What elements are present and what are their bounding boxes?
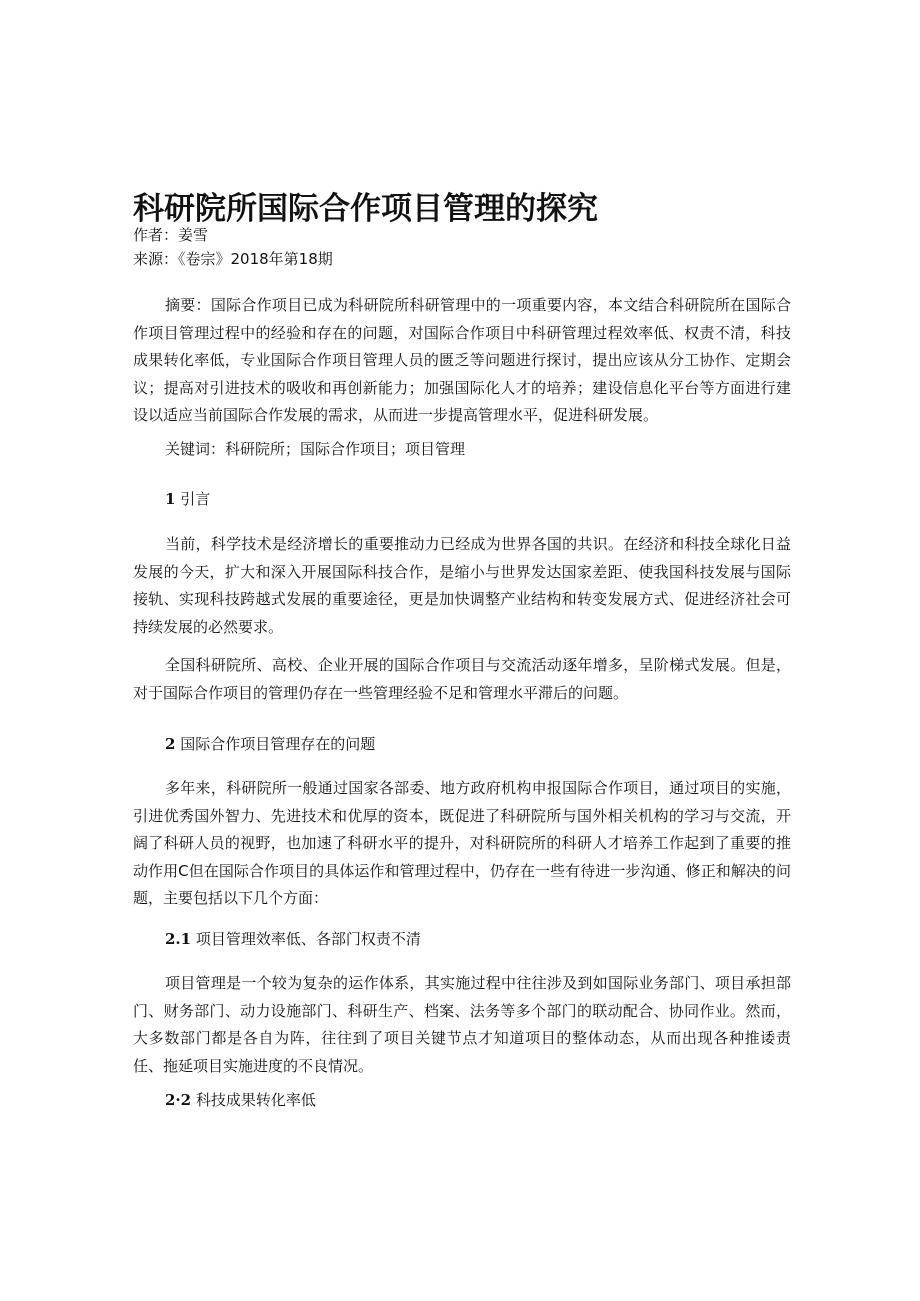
- author-line: 作者：姜雪: [133, 226, 209, 244]
- keywords-line: 关键词：科研院所；国际合作项目；项目管理: [165, 440, 466, 458]
- section-title: 国际合作项目管理存在的问题: [180, 735, 376, 753]
- section-number: 2·2: [165, 1091, 192, 1109]
- section-heading-1: [165, 488, 785, 510]
- section-title: 项目管理效率低、各部门权责不清: [195, 930, 421, 948]
- section-heading-2-2: [165, 1089, 785, 1111]
- article-title: 科研院所国际合作项目管理的探究: [133, 190, 598, 227]
- abstract-paragraph: 摘要：国际合作项目已成为科研院所科研管理中的一项重要内容，本文结合科研院所在国际合作项目管理过程中的经验和存在的问题，对国际合作项目中科研管理过程效率低、权责不清，科技成果转化率低，专业国际合作项目管理人员的匮乏等问题进行探讨，提出应该从分工协作、定期会议；提高对引进技术的吸收和再创新能力；加强国际化人才的培养；建设信息化平台等方面进行建设以适应当前国际合作发展的需求，从而进一步提高管理水平，促进科研发展。: [133, 296, 791, 425]
- source-line: 来源：《卷宗》2018年第18期: [133, 250, 333, 268]
- body-paragraph: 全国科研院所、高校、企业开展的国际合作项目与交流活动逐年增多，呈阶梯式发展。但是，对于国际合作项目的管理仍存在一些管理经验不足和管理水平滞后的问题。: [133, 656, 791, 702]
- section-heading-2-1: [165, 928, 785, 950]
- section-title: 科技成果转化率低: [195, 1091, 316, 1109]
- section-number: 2: [165, 735, 176, 753]
- body-paragraph: 当前，科学技术是经济增长的重要推动力已经成为世界各国的共识。在经济和科技全球化日益发展的今天，扩大和深入开展国际科技合作，是缩小与世界发达国家差距、使我国科技发展与国际接轨、实现科技跨越式发展的重要途径，更是加快调整产业结构和转变发展方式、促进经济社会可持续发展的必然要求。: [133, 535, 791, 636]
- body-paragraph: 项目管理是一个较为复杂的运作体系，其实施过程中往往涉及到如国际业务部门、项目承担部门、财务部门、动力设施部门、科研生产、档案、法务等多个部门的联动配合、协同作业。然而，大多数部门都是各自为阵，往往到了项目关键节点才知道项目的整体动态，从而出现各种推诿责任、拖延项目实施进度的不良情况。: [133, 974, 791, 1075]
- body-paragraph: 多年来，科研院所一般通过国家各部委、地方政府机构申报国际合作项目，通过项目的实施，引进优秀国外智力、先进技术和优厚的资本，既促进了科研院所与国外相关机构的学习与交流，开阔了科研人员的视野，也加速了科研水平的提升，对科研院所的科研人才培养工作起到了重要的推动作用C但在国际合作项目的具体运作和管理过程中，仍存在一些有待进一步沟通、修正和解决的问题，主要包括以下几个方面：: [133, 779, 791, 908]
- section-heading-2: [165, 733, 785, 755]
- section-number: 1: [165, 490, 176, 508]
- section-number: 2.1: [165, 930, 192, 948]
- section-title: 引言: [180, 490, 211, 508]
